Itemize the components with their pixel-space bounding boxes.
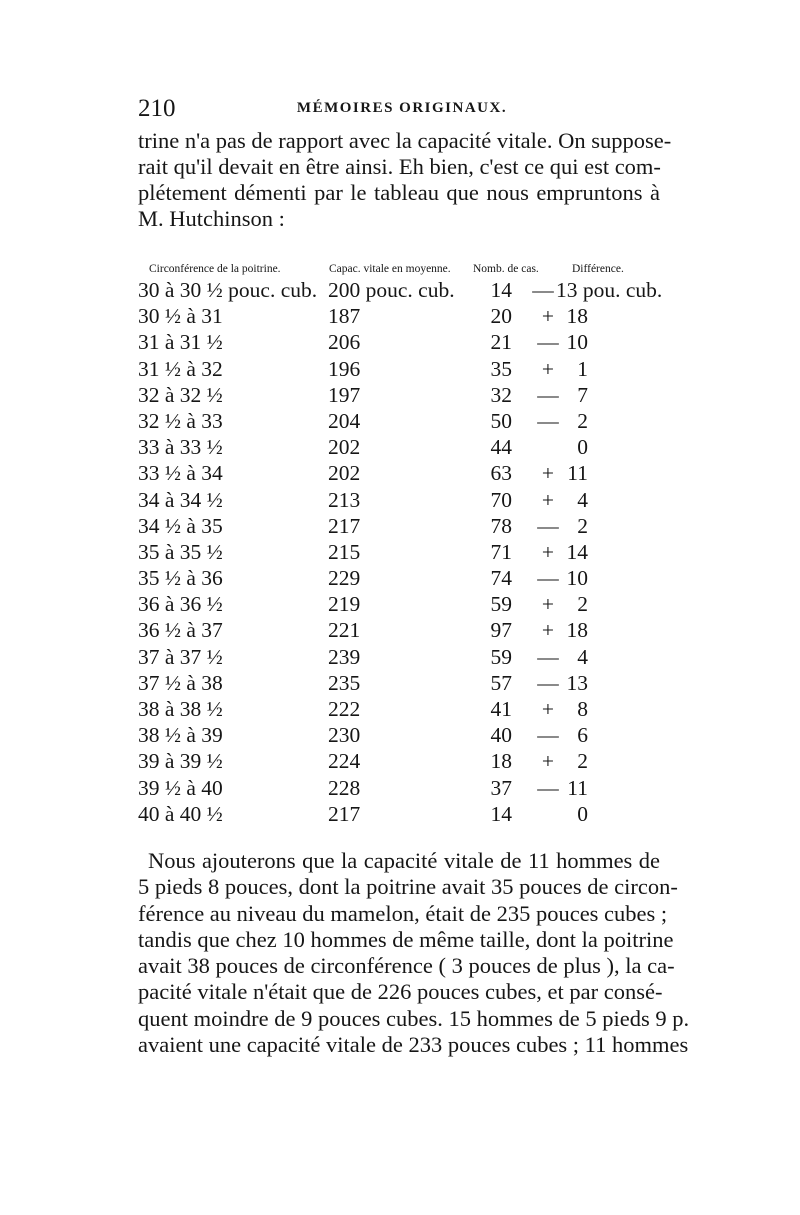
difference-sign: + [541, 304, 555, 329]
table-row [138, 409, 668, 435]
table-header [138, 263, 668, 279]
table-row [138, 776, 668, 802]
text-line: plétement démenti par le tableau que nous empruntons à [138, 180, 660, 205]
difference-sign: + [541, 356, 555, 381]
difference-sign: + [541, 592, 555, 617]
difference-value: 6 [577, 723, 588, 748]
table-row [138, 697, 668, 723]
circumference-cell: 36 à 36 ½ [138, 592, 223, 617]
running-title: MÉMOIRES ORIGINAUX. [296, 100, 508, 116]
difference-cell [530, 461, 588, 486]
header-vital-capacity: Capac. vitale en moyenne. [329, 263, 451, 275]
table-row [138, 723, 668, 749]
difference-value: 7 [577, 382, 588, 407]
vital-capacity-cell: 228 [328, 775, 361, 800]
table-row [138, 592, 668, 618]
case-count-cell: 70 [490, 487, 512, 512]
difference-sign: + [541, 697, 555, 721]
vital-capacity-cell: 230 [328, 723, 361, 748]
circumference-cell: 36 ½ à 37 [138, 618, 223, 643]
table-row [138, 304, 668, 330]
difference-sign: + [541, 749, 555, 774]
table-row [138, 645, 668, 671]
case-count-cell: 50 [490, 408, 512, 433]
circumference-cell: 38 à 38 ½ [138, 697, 223, 721]
difference-value: 18 [566, 304, 588, 329]
vital-capacity-cell: 217 [328, 801, 361, 826]
difference-value: 11 [567, 775, 588, 800]
table-row [138, 435, 668, 461]
difference-value: 10 [566, 566, 588, 591]
table-row [138, 278, 668, 304]
text-line: trine n'a pas de rapport avec la capacité vitale. On suppose- [138, 128, 672, 153]
vital-capacity-cell: 229 [328, 566, 361, 591]
case-count-cell: 37 [490, 775, 512, 800]
vital-capacity-cell: 202 [328, 461, 361, 486]
difference-value: 4 [577, 644, 588, 669]
case-count-cell: 74 [490, 566, 512, 591]
difference-value: 2 [577, 749, 588, 774]
difference-cell [530, 488, 588, 513]
vital-capacity-cell: 213 [328, 487, 361, 512]
difference-value: 2 [577, 408, 588, 433]
difference-value: 0 [577, 435, 588, 460]
case-count-cell: 14 [490, 278, 512, 302]
difference-sign: — [537, 513, 559, 538]
vital-capacity-cell: 222 [328, 697, 361, 721]
difference-cell [530, 409, 588, 434]
difference-sign: + [541, 487, 555, 512]
text-line: avait 38 pouces de circonférence ( 3 pouces de plus ), la ca- [138, 953, 675, 979]
difference-sign: — [537, 408, 559, 433]
circumference-cell: 39 à 39 ½ [138, 749, 223, 774]
difference-sign: — [537, 723, 559, 748]
difference-value: 18 [566, 618, 588, 643]
circumference-cell: 35 à 35 ½ [138, 539, 223, 564]
table-row [138, 671, 668, 697]
difference-cell [530, 592, 588, 617]
difference-value: 11 [567, 461, 588, 486]
circumference-cell: 37 à 37 ½ [138, 644, 223, 669]
difference-cell [530, 357, 588, 382]
table-row [138, 540, 668, 566]
circumference-cell: 34 à 34 ½ [138, 487, 223, 512]
case-count-cell: 41 [490, 697, 512, 721]
difference-value: 2 [577, 513, 588, 538]
difference-cell [530, 802, 588, 827]
text-line: férence au niveau du mamelon, était de 235 pouces cubes ; [138, 900, 668, 926]
data-table [138, 278, 668, 828]
page-number: 210 [138, 95, 176, 122]
difference-sign: + [541, 461, 555, 486]
vital-capacity-cell: 200 pouc. cub. [328, 278, 455, 302]
vital-capacity-cell: 217 [328, 513, 361, 538]
difference-cell [530, 618, 588, 643]
vital-capacity-cell: 204 [328, 408, 361, 433]
table-row [138, 488, 668, 514]
difference-cell [530, 671, 588, 696]
circumference-cell: 32 ½ à 33 [138, 408, 223, 433]
header-circumference: Circonférence de la poitrine. [149, 263, 281, 275]
difference-value: 13 [566, 670, 588, 695]
case-count-cell: 97 [490, 618, 512, 643]
text-line: M. Hutchinson : [138, 206, 285, 231]
case-count-cell: 78 [490, 513, 512, 538]
case-count-cell: 32 [490, 382, 512, 407]
text-line: pacité vitale n'était que de 226 pouces cubes, et par consé- [138, 979, 663, 1005]
vital-capacity-cell: 206 [328, 330, 361, 355]
vital-capacity-cell: 215 [328, 539, 361, 564]
case-count-cell: 20 [490, 304, 512, 329]
case-count-cell: 14 [490, 801, 512, 826]
difference-sign: + [541, 539, 555, 564]
difference-sign: — [537, 330, 559, 355]
vital-capacity-cell: 202 [328, 435, 361, 460]
text-line: quent moindre de 9 pouces cubes. 15 hommes de 5 pieds 9 p. [138, 1005, 690, 1031]
difference-cell [530, 278, 662, 303]
vital-capacity-cell: 219 [328, 592, 361, 617]
difference-cell [530, 514, 588, 539]
page-header [138, 95, 666, 125]
difference-cell [530, 749, 588, 774]
text-line: tandis que chez 10 hommes de même taille, dont la poitrine [138, 926, 674, 952]
case-count-cell: 44 [490, 435, 512, 460]
circumference-cell: 30 ½ à 31 [138, 304, 223, 329]
difference-cell [530, 383, 588, 408]
difference-cell [530, 776, 588, 801]
case-count-cell: 59 [490, 644, 512, 669]
case-count-cell: 35 [490, 356, 512, 381]
difference-cell [530, 566, 588, 591]
header-difference: Différence. [572, 263, 624, 275]
intro-paragraph [138, 128, 672, 232]
difference-sign: + [541, 618, 555, 643]
circumference-cell: 39 ½ à 40 [138, 775, 223, 800]
difference-cell [530, 330, 588, 355]
case-count-cell: 40 [490, 723, 512, 748]
table-row [138, 514, 668, 540]
vital-capacity-cell: 235 [328, 670, 361, 695]
difference-value: 2 [577, 592, 588, 617]
text-line: Nous ajouterons que la capacité vitale de 11 hommes de [148, 848, 660, 873]
difference-cell [530, 645, 588, 670]
circumference-cell: 30 à 30 ½ pouc. cub. [138, 278, 318, 302]
vital-capacity-cell: 221 [328, 618, 361, 643]
table-row [138, 749, 668, 775]
difference-value: 0 [577, 801, 588, 826]
vital-capacity-cell: 239 [328, 644, 361, 669]
circumference-cell: 31 à 31 ½ [138, 330, 223, 355]
difference-value: 10 [566, 330, 588, 355]
case-count-cell: 63 [490, 461, 512, 486]
difference-sign: — [537, 382, 559, 407]
circumference-cell: 38 ½ à 39 [138, 723, 223, 748]
text-line: avaient une capacité vitale de 233 pouces cubes ; 11 hommes [138, 1032, 689, 1058]
case-count-cell: 71 [490, 539, 512, 564]
difference-cell [530, 540, 588, 565]
difference-value: 4 [577, 487, 588, 512]
vital-capacity-cell: 197 [328, 382, 361, 407]
table-row [138, 330, 668, 356]
circumference-cell: 33 ½ à 34 [138, 461, 223, 486]
circumference-cell: 33 à 33 ½ [138, 435, 223, 460]
text-line: rait qu'il devait en être ainsi. Eh bien, c'est ce qui est com- [138, 154, 661, 179]
closing-paragraph [138, 848, 690, 1058]
difference-sign: — [537, 644, 559, 669]
difference-value: 14 [566, 539, 588, 564]
table-row [138, 357, 668, 383]
table-row [138, 461, 668, 487]
vital-capacity-cell: 187 [328, 304, 361, 329]
circumference-cell: 37 ½ à 38 [138, 670, 223, 695]
circumference-cell: 35 ½ à 36 [138, 566, 223, 591]
circumference-cell: 34 ½ à 35 [138, 513, 223, 538]
table-row [138, 802, 668, 828]
circumference-cell: 31 ½ à 32 [138, 356, 223, 381]
case-count-cell: 18 [490, 749, 512, 774]
circumference-cell: 40 à 40 ½ [138, 801, 223, 826]
case-count-cell: 57 [490, 670, 512, 695]
header-case-count: Nomb. de cas. [473, 263, 539, 275]
difference-value: 8 [577, 697, 588, 721]
circumference-cell: 32 à 32 ½ [138, 382, 223, 407]
difference-sign: — [537, 775, 559, 800]
case-count-cell: 59 [490, 592, 512, 617]
text-line: 5 pieds 8 pouces, dont la poitrine avait 35 pouces de circon- [138, 874, 678, 900]
table-row [138, 383, 668, 409]
difference-sign: — [537, 566, 559, 591]
difference-cell [530, 723, 588, 748]
difference-sign: — [537, 670, 559, 695]
vital-capacity-cell: 224 [328, 749, 361, 774]
table-row [138, 566, 668, 592]
vital-capacity-cell: 196 [328, 356, 361, 381]
difference-cell [530, 697, 588, 722]
table-row [138, 618, 668, 644]
difference-cell [530, 304, 588, 329]
case-count-cell: 21 [490, 330, 512, 355]
difference-value: 13 pou. cub. [556, 278, 663, 302]
difference-sign: — [532, 278, 554, 302]
difference-cell [530, 435, 588, 460]
difference-value: 1 [577, 356, 588, 381]
